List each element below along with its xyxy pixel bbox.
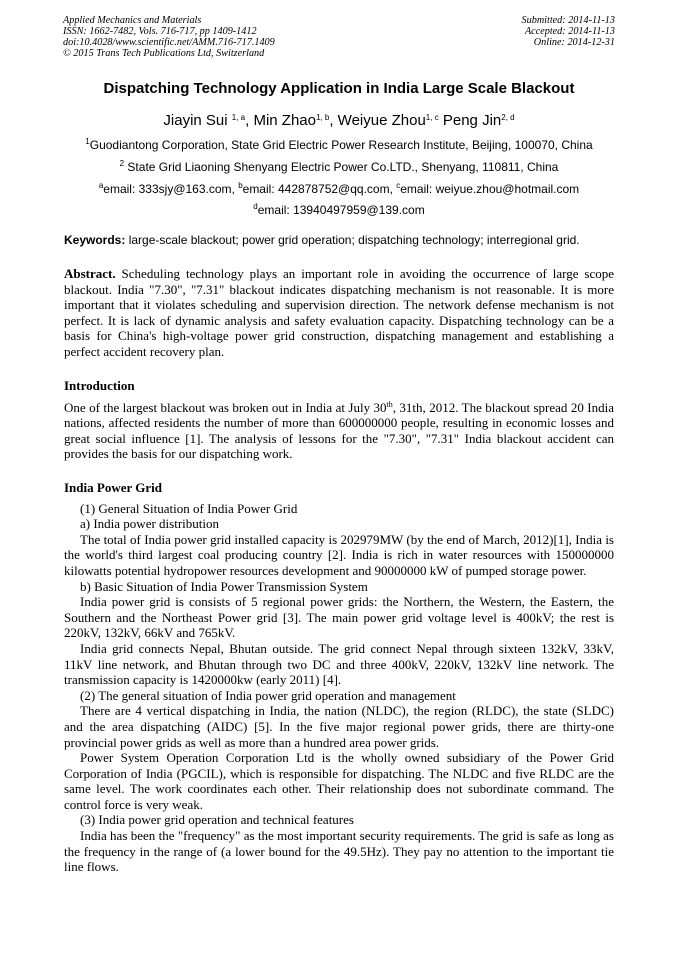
keywords	[64, 233, 624, 247]
email-sup: a	[98, 181, 104, 190]
india-power-grid-section	[64, 480, 614, 875]
introduction-section	[64, 378, 614, 462]
author-sup: 1, a	[231, 113, 246, 122]
affiliation-sup: 2	[119, 159, 125, 168]
online-date: Online: 2014-12-31	[533, 37, 615, 48]
affiliation-text: Guodiantong Corporation, State Grid Electric Power Research Institute, Beijing, 100070, China	[89, 138, 593, 152]
introduction-paragraph	[64, 400, 614, 462]
author-list	[0, 112, 678, 129]
paragraph: a) India power distribution	[80, 516, 219, 532]
abstract-text: Scheduling technology plays an important role in avoiding the occurrence of large scope blackout. India "7.30", "7.31" blackout indicates dispatching mechanism is not reasonable. It is more important that it violates scheduling and supervision direction. The network defense mechanism is not perfect. It is lack of dynamic analysis and safety evaluation capacity. Dispatching technology can be a basis for China's high-voltage power grid construction, dispatching management and establishing a perfect accident recovery plan.	[64, 266, 614, 359]
author-sup: 1, c	[425, 113, 439, 122]
author-name: , Weiyue Zhou	[329, 112, 426, 129]
author-name: Peng Jin	[438, 112, 502, 129]
paragraph: (1) General Situation of India Power Grid	[80, 500, 298, 516]
journal-name: Applied Mechanics and Materials	[63, 15, 202, 26]
paragraph: b) Basic Situation of India Power Transmission System	[80, 578, 368, 594]
email-a: email: 333sjy@163.com,	[103, 182, 239, 196]
author-name: Jiayin Sui	[163, 112, 232, 129]
dates-info	[522, 15, 615, 48]
affiliation-text: State Grid Liaoning Shenyang Electric Power Co.LTD., Shenyang, 110811, China	[124, 160, 559, 174]
email-sup: d	[253, 202, 258, 211]
doi: doi:10.4028/www.scientific.net/AMM.716-717.1409	[63, 37, 275, 48]
email-c: email: weiyue.zhou@hotmail.com	[400, 182, 580, 196]
introduction-heading: Introduction	[64, 378, 135, 393]
email-sup: c	[396, 181, 401, 190]
affiliation-1	[0, 138, 678, 152]
intro-text-b: , 31th, 2012. The blackout spread 20 India nations, affected residents the number of more than 600000000 people, resulting in economic losses and great social influence [1]. The analysis of lessons for the "7.30", "7.31" India blackout accident can provides the basis for our dispatching work.	[64, 399, 614, 462]
intro-text-a: One of the largest blackout was broken out in India at July 30	[64, 399, 387, 415]
paper-title: Dispatching Technology Application in India Large Scale Blackout	[103, 80, 575, 97]
affiliation-sup: 1	[85, 137, 90, 146]
paragraph: (2) The general situation of India power grid operation and management	[80, 687, 456, 703]
abstract-label: Abstract.	[64, 266, 116, 281]
accepted-date: Accepted: 2014-11-13	[524, 26, 615, 37]
author-sup: 2, d	[501, 113, 515, 122]
submitted-date: Submitted: 2014-11-13	[521, 15, 615, 26]
paragraph: India has been the "frequency" as the most important security requirements. The grid is safe as long as the frequency in the range of (a lower bound for the 49.5Hz). They pay no attention to the important tie line flows.	[64, 828, 614, 875]
email-d: email: 13940497959@139.com	[257, 203, 425, 217]
keywords-label: Keywords:	[64, 233, 126, 247]
author-name: , Min Zhao	[245, 112, 316, 129]
paragraph: India power grid is consists of 5 regional power grids: the Northern, the Western, the Eastern, the Southern and the Northeast Power grid [3]. The main power grid voltage level is 400kV; the rest is 220kV, 132kV, 66kV and 765kV.	[64, 594, 614, 641]
paragraph: There are 4 vertical dispatching in India, the nation (NLDC), the region (RLDC), the state (SLDC) and the area dispatching (AIDC) [5]. In the five major regional power grids, there are thirty-one provincial power grids as well as more than a hundred area power grids.	[64, 703, 614, 750]
emails-line-1	[0, 182, 678, 196]
email-b: email: 442878752@qq.com,	[242, 182, 397, 196]
keywords-text: large-scale blackout; power grid operation; dispatching technology; interregional grid.	[125, 233, 580, 247]
section-heading: India Power Grid	[64, 480, 162, 495]
journal-info	[63, 15, 275, 59]
paragraph: Power System Operation Corporation Ltd is the wholly owned subsidiary of the Power Grid Corporation of India (PGCIL), which is responsible for dispatching. The NLDC and five RLDC are the same level. The work coordinates each other. Their relationship does not subordinate command. The control force is very weak.	[64, 750, 614, 812]
abstract	[64, 266, 614, 360]
emails-line-2	[0, 203, 678, 217]
email-sup: b	[238, 181, 243, 190]
author-sup: 1, b	[316, 113, 330, 122]
copyright: © 2015 Trans Tech Publications Ltd, Switzerland	[63, 48, 265, 59]
paragraph: (3) India power grid operation and technical features	[80, 812, 354, 828]
affiliation-2	[0, 160, 678, 174]
paragraph: The total of India power grid installed capacity is 202979MW (by the end of March, 2012)[1], India is the world's third largest coal producing country [2]. India is rich in water resources with 150000000 kilowatts potential hydropower resources development and 90000000 kW of pumped storage power.	[64, 531, 614, 578]
issn: ISSN: 1662-7482, Vols. 716-717, pp 1409-1412	[63, 26, 257, 37]
paragraph: India grid connects Nepal, Bhutan outside. The grid connect Nepal through sixteen 132kV, 33kV, 11kV line network, and Bhutan through two DC and three 400kV, 220kV, 132kV line network. The transmission capacity is 1420000kw (early 2011) [4].	[64, 640, 614, 688]
intro-sup: th	[386, 399, 393, 409]
